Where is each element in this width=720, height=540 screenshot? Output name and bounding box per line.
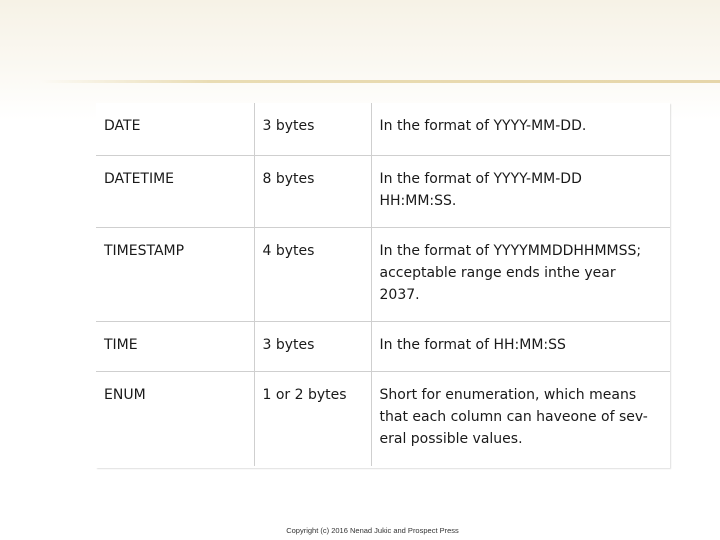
- type-cell: ENUM: [96, 371, 254, 466]
- type-cell: DATE: [96, 103, 254, 155]
- data-types-table-container: [96, 103, 670, 468]
- description-line: In the format of YYYY-MM-DD: [379, 170, 582, 187]
- table-row: [96, 227, 670, 321]
- description-line: In the format of YYYY-MM-DD.: [379, 118, 587, 134]
- description-line: Short for enumeration, which means: [379, 386, 637, 403]
- description-line: eral possible values.: [379, 430, 523, 447]
- description-cell: [371, 371, 670, 466]
- size-cell: 1 or 2 bytes: [254, 371, 371, 466]
- description-line: HH:MM:SS.: [379, 192, 457, 209]
- table-row: [96, 371, 670, 466]
- size-cell: 3 bytes: [254, 103, 371, 155]
- data-types-table: [96, 103, 670, 466]
- description-cell: [371, 103, 670, 155]
- type-cell: TIMESTAMP: [96, 227, 254, 321]
- size-cell: 8 bytes: [254, 155, 371, 227]
- copyright-footer: Copyright (c) 2016 Nenad Jukic and Prospect Press: [286, 526, 459, 535]
- description-line: that each column can haveone of sev-: [379, 408, 648, 425]
- size-cell: 3 bytes: [254, 321, 371, 371]
- size-cell: 4 bytes: [254, 227, 371, 321]
- type-cell: TIME: [96, 321, 254, 371]
- table-row: [96, 103, 670, 155]
- table-row: [96, 155, 670, 227]
- type-cell: DATETIME: [96, 155, 254, 227]
- description-line: acceptable range ends inthe year: [379, 264, 616, 281]
- table-row: [96, 321, 670, 371]
- decorative-top-rule: [40, 80, 720, 83]
- description-cell: [371, 155, 670, 227]
- description-cell: [371, 321, 670, 371]
- description-line: In the format of HH:MM:SS: [379, 336, 566, 353]
- description-cell: [371, 227, 670, 321]
- description-line: In the format of YYYYMMDDHHMMSS;: [379, 242, 642, 259]
- description-line: 2037.: [379, 286, 420, 303]
